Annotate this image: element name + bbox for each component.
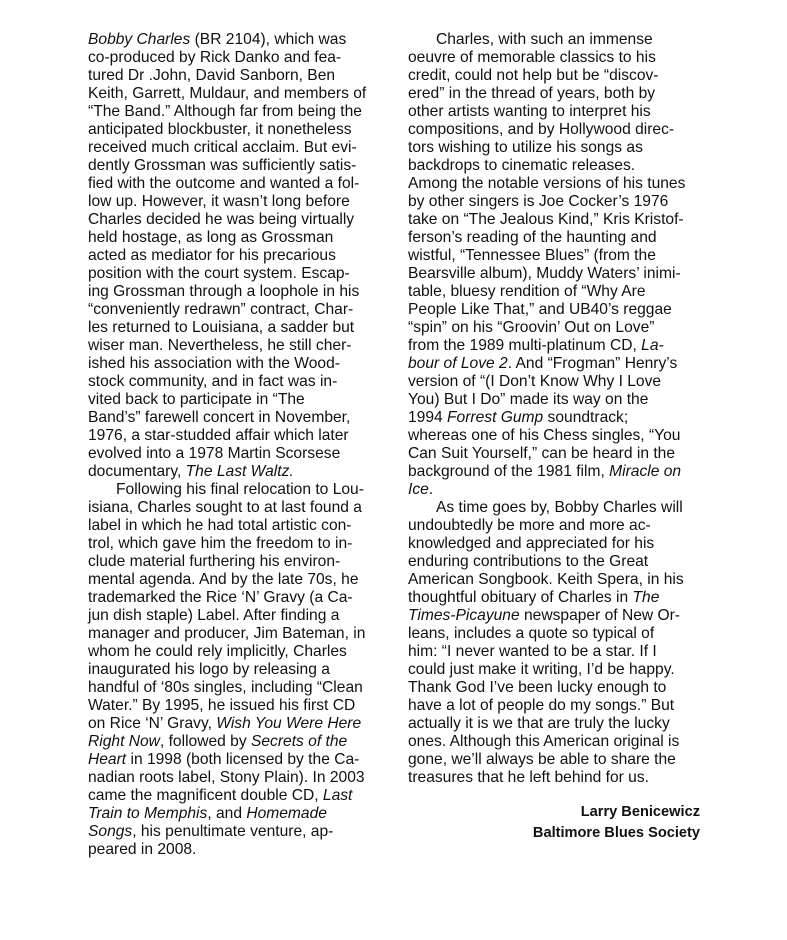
italic-title-text: Miracle on [609, 463, 682, 480]
text-segment: Among the notable versions of his tunes [408, 175, 686, 192]
text-line [408, 553, 708, 571]
text-line [88, 499, 388, 517]
text-line [88, 31, 388, 49]
text-line [408, 661, 708, 679]
text-segment: backdrops to cinematic releases. [408, 157, 636, 174]
text-line [88, 229, 388, 247]
text-line [408, 733, 708, 751]
text-line [408, 679, 708, 697]
text-line [88, 823, 388, 841]
text-line [88, 643, 388, 661]
text-line [408, 103, 708, 121]
text-segment: “spin” on his “Groovin’ Out on Love” [408, 319, 655, 336]
text-segment: Bearsville album), Muddy Waters’ inimi- [408, 265, 681, 282]
text-line [408, 139, 708, 157]
text-line [408, 337, 708, 355]
text-segment: wistful, “Tennessee Blues” (from the [408, 247, 656, 264]
text-segment: mental agenda. And by the late 70s, he [88, 571, 359, 588]
text-segment: Can Suit Yourself,” can be heard in the [408, 445, 676, 462]
text-line [88, 679, 388, 697]
text-segment: leans, includes a quote so typical of [408, 625, 655, 642]
text-line [88, 283, 388, 301]
text-line [408, 715, 708, 733]
text-line [408, 535, 708, 553]
text-segment: anticipated blockbuster, it nonetheless [88, 121, 352, 138]
author-name: Larry Benicewicz [580, 804, 700, 820]
text-segment: held hostage, as long as Grossman [88, 229, 334, 246]
text-segment: on Rice ‘N’ Gravy, [88, 715, 217, 732]
text-line [88, 103, 388, 121]
text-line [408, 463, 708, 481]
text-segment: (BR 2104), which was [190, 31, 347, 48]
right-column-lines [408, 31, 708, 787]
text-segment: ered” in the thread of years, both by [408, 85, 656, 102]
text-segment: from the 1989 multi-platinum CD, [408, 337, 642, 354]
text-segment: . [428, 481, 434, 498]
text-line [88, 121, 388, 139]
text-line [408, 193, 708, 211]
text-segment: take on “The Jealous Kind,” Kris Kristof- [408, 211, 684, 228]
text-segment: les returned to Louisiana, a sadder but [88, 319, 355, 336]
text-line [88, 589, 388, 607]
text-line [88, 409, 388, 427]
text-segment: Following his final relocation to Lou- [116, 481, 364, 498]
text-segment: version of “(I Don’t Know Why I Love [408, 373, 662, 390]
text-segment: tors wishing to utilize his songs as [408, 139, 643, 156]
text-segment: tured Dr .John, David Sanborn, Ben [88, 67, 336, 84]
text-segment: peared in 2008. [88, 841, 197, 858]
text-segment: soundtrack; [543, 409, 629, 426]
text-segment: undoubtedly be more and more ac- [408, 517, 651, 534]
text-line [408, 643, 708, 661]
text-line [408, 499, 708, 517]
text-line [408, 283, 708, 301]
text-line [88, 211, 388, 229]
text-segment: by other singers is Joe Cocker’s 1976 [408, 193, 669, 210]
text-line [408, 301, 708, 319]
text-line [88, 607, 388, 625]
text-segment: 1976, a star-studded affair which later [88, 427, 349, 444]
text-segment: clude material furthering his environ- [88, 553, 341, 570]
text-segment: Water.” By 1995, he issued his first CD [88, 697, 356, 714]
italic-title-text: Right Now [88, 733, 160, 750]
text-segment: newspaper of New Or- [519, 607, 680, 624]
text-line [88, 751, 388, 769]
text-segment: him: “I never wanted to be a star. If I [408, 643, 657, 660]
text-segment: “The Band.” Although far from being the [88, 103, 362, 120]
text-line [88, 427, 388, 445]
text-line [408, 229, 708, 247]
text-segment: could just make it writing, I’d be happy. [408, 661, 675, 678]
text-line [408, 391, 708, 409]
text-line [88, 139, 388, 157]
text-line [88, 67, 388, 85]
text-line [408, 211, 708, 229]
text-line [88, 805, 388, 823]
text-segment: acted as mediator for his precarious [88, 247, 336, 264]
text-line [88, 553, 388, 571]
text-line [88, 481, 388, 499]
text-line [88, 715, 388, 733]
text-segment: trademarked the Rice ‘N’ Gravy (a Ca- [88, 589, 353, 606]
text-segment: whereas one of his Chess singles, “You [408, 427, 681, 444]
italic-title-text: The Last Waltz. [185, 463, 294, 480]
byline [408, 802, 700, 844]
text-line [408, 49, 708, 67]
text-segment: manager and producer, Jim Bateman, in [88, 625, 366, 642]
text-line [88, 841, 388, 859]
text-line [408, 355, 708, 373]
text-line [88, 625, 388, 643]
text-line [88, 733, 388, 751]
text-segment: inaugurated his logo by releasing a [88, 661, 330, 678]
italic-title-text: bour of Love 2 [408, 355, 508, 372]
text-segment: ing Grossman through a loophole in his [88, 283, 360, 300]
text-segment: Thank God I’ve been lucky enough to [408, 679, 667, 696]
text-segment: enduring contributions to the Great [408, 553, 649, 570]
text-segment: American Songbook. Keith Spera, in his [408, 571, 684, 588]
text-segment: documentary, [88, 463, 186, 480]
italic-title-text: Homemade [246, 805, 327, 822]
text-line [88, 319, 388, 337]
text-line [88, 247, 388, 265]
text-segment: received much critical acclaim. But evi- [88, 139, 357, 156]
text-line [408, 121, 708, 139]
italic-title-text: Heart [88, 751, 127, 768]
text-segment: ones. Although this American original is [408, 733, 680, 750]
text-segment: wiser man. Nevertheless, he still cher- [88, 337, 352, 354]
text-segment: ished his association with the Wood- [88, 355, 340, 372]
italic-title-text: Secrets of the [250, 733, 348, 750]
text-segment: isiana, Charles sought to at last found a [88, 499, 362, 516]
text-line [88, 265, 388, 283]
text-segment: “conveniently redrawn” contract, Char- [88, 301, 354, 318]
text-segment: came the magnificent double CD, [88, 787, 323, 804]
text-line [88, 391, 388, 409]
text-line [88, 535, 388, 553]
italic-title-text: Ice [408, 481, 429, 498]
text-segment: , followed by [159, 733, 251, 750]
text-line [88, 463, 388, 481]
text-segment: trol, which gave him the freedom to in- [88, 535, 353, 552]
text-line [88, 571, 388, 589]
text-segment: treasures that he left behind for us. [408, 769, 649, 786]
text-line [88, 373, 388, 391]
text-line [408, 67, 708, 85]
text-line [88, 193, 388, 211]
text-segment: in 1998 (both licensed by the Ca- [126, 751, 360, 768]
text-segment: label in which he had total artistic con- [88, 517, 352, 534]
text-segment: actually it is we that are truly the lucky [408, 715, 670, 732]
text-line [408, 607, 708, 625]
text-line [88, 175, 388, 193]
text-line [88, 787, 388, 805]
text-segment: stock community, and in fact was in- [88, 373, 338, 390]
text-line [88, 355, 388, 373]
text-segment: vited back to participate in “The [88, 391, 305, 408]
italic-title-text: Train to Memphis [88, 805, 208, 822]
text-line [88, 85, 388, 103]
text-line [408, 571, 708, 589]
text-line [88, 49, 388, 67]
text-line [408, 31, 708, 49]
text-line [88, 301, 388, 319]
text-line [408, 427, 708, 445]
text-segment: Band’s” farewell concert in November, [88, 409, 351, 426]
text-line [88, 157, 388, 175]
text-segment: background of the 1981 film, [408, 463, 610, 480]
text-segment: whom he could rely implicitly, Charles [88, 643, 347, 660]
text-segment: knowledged and appreciated for his [408, 535, 655, 552]
text-line [408, 589, 708, 607]
text-line [408, 247, 708, 265]
text-segment: As time goes by, Bobby Charles will [436, 499, 683, 516]
text-line [408, 625, 708, 643]
text-line [88, 337, 388, 355]
italic-title-text: The [632, 589, 660, 606]
left-article-column [88, 31, 388, 859]
text-segment: 1994 [408, 409, 448, 426]
text-line [408, 85, 708, 103]
italic-title-text: La- [641, 337, 664, 354]
italic-title-text: Bobby Charles [88, 31, 191, 48]
author-organization: Baltimore Blues Society [532, 825, 700, 841]
text-segment: have a lot of people do my songs.” But [408, 697, 675, 714]
text-line [408, 697, 708, 715]
text-segment: Keith, Garrett, Muldaur, and members of [88, 85, 367, 102]
text-line [408, 751, 708, 769]
text-segment: gone, we’ll always be able to share the [408, 751, 676, 768]
text-line [408, 175, 708, 193]
text-line [408, 409, 708, 427]
text-line [88, 661, 388, 679]
text-segment: position with the court system. Escap- [88, 265, 350, 282]
text-line [408, 769, 708, 787]
text-segment: oeuvre of memorable classics to his [408, 49, 656, 66]
text-line [88, 445, 388, 463]
text-line [408, 517, 708, 535]
text-segment: compositions, and by Hollywood direc- [408, 121, 675, 138]
italic-title-text: Times-Picayune [408, 607, 520, 624]
text-segment: . And “Frogman” Henry’s [507, 355, 678, 372]
text-segment: dently Grossman was sufficiently satis- [88, 157, 357, 174]
text-line [88, 517, 388, 535]
text-segment: , his penultimate venture, ap- [132, 823, 334, 840]
text-segment: People Like That,” and UB40’s reggae [408, 301, 672, 318]
italic-title-text: Forrest Gump [447, 409, 544, 426]
text-line [408, 445, 708, 463]
text-segment: co-produced by Rick Danko and fea- [88, 49, 342, 66]
text-segment: ferson’s reading of the haunting and [408, 229, 657, 246]
text-line [408, 319, 708, 337]
text-line [408, 265, 708, 283]
text-segment: evolved into a 1978 Martin Scorsese [88, 445, 341, 462]
italic-title-text: Wish You Were Here [216, 715, 362, 732]
text-segment: Charles decided he was being virtually [88, 211, 355, 228]
text-segment: table, bluesy rendition of “Why Are [408, 283, 646, 300]
italic-title-text: Last [322, 787, 353, 804]
text-line [408, 373, 708, 391]
text-line [88, 769, 388, 787]
text-segment: Charles, with such an immense [436, 31, 653, 48]
text-segment: low up. However, it wasn’t long before [88, 193, 350, 210]
text-segment: nadian roots label, Stony Plain). In 2003 [88, 769, 365, 786]
text-segment: , and [207, 805, 247, 822]
italic-title-text: Songs [88, 823, 133, 840]
text-segment: credit, could not help but be “discov- [408, 67, 659, 84]
text-segment: other artists wanting to interpret his [408, 103, 651, 120]
text-segment: thoughtful obituary of Charles in [408, 589, 633, 606]
right-article-column [408, 31, 708, 844]
text-line [88, 697, 388, 715]
text-segment: fied with the outcome and wanted a fol- [88, 175, 360, 192]
text-segment: handful of ‘80s singles, including “Clean [88, 679, 363, 696]
text-segment: jun dish staple) Label. After finding a [88, 607, 340, 624]
text-line [408, 481, 708, 499]
text-line [408, 157, 708, 175]
text-segment: You) But I Do” made its way on the [408, 391, 649, 408]
